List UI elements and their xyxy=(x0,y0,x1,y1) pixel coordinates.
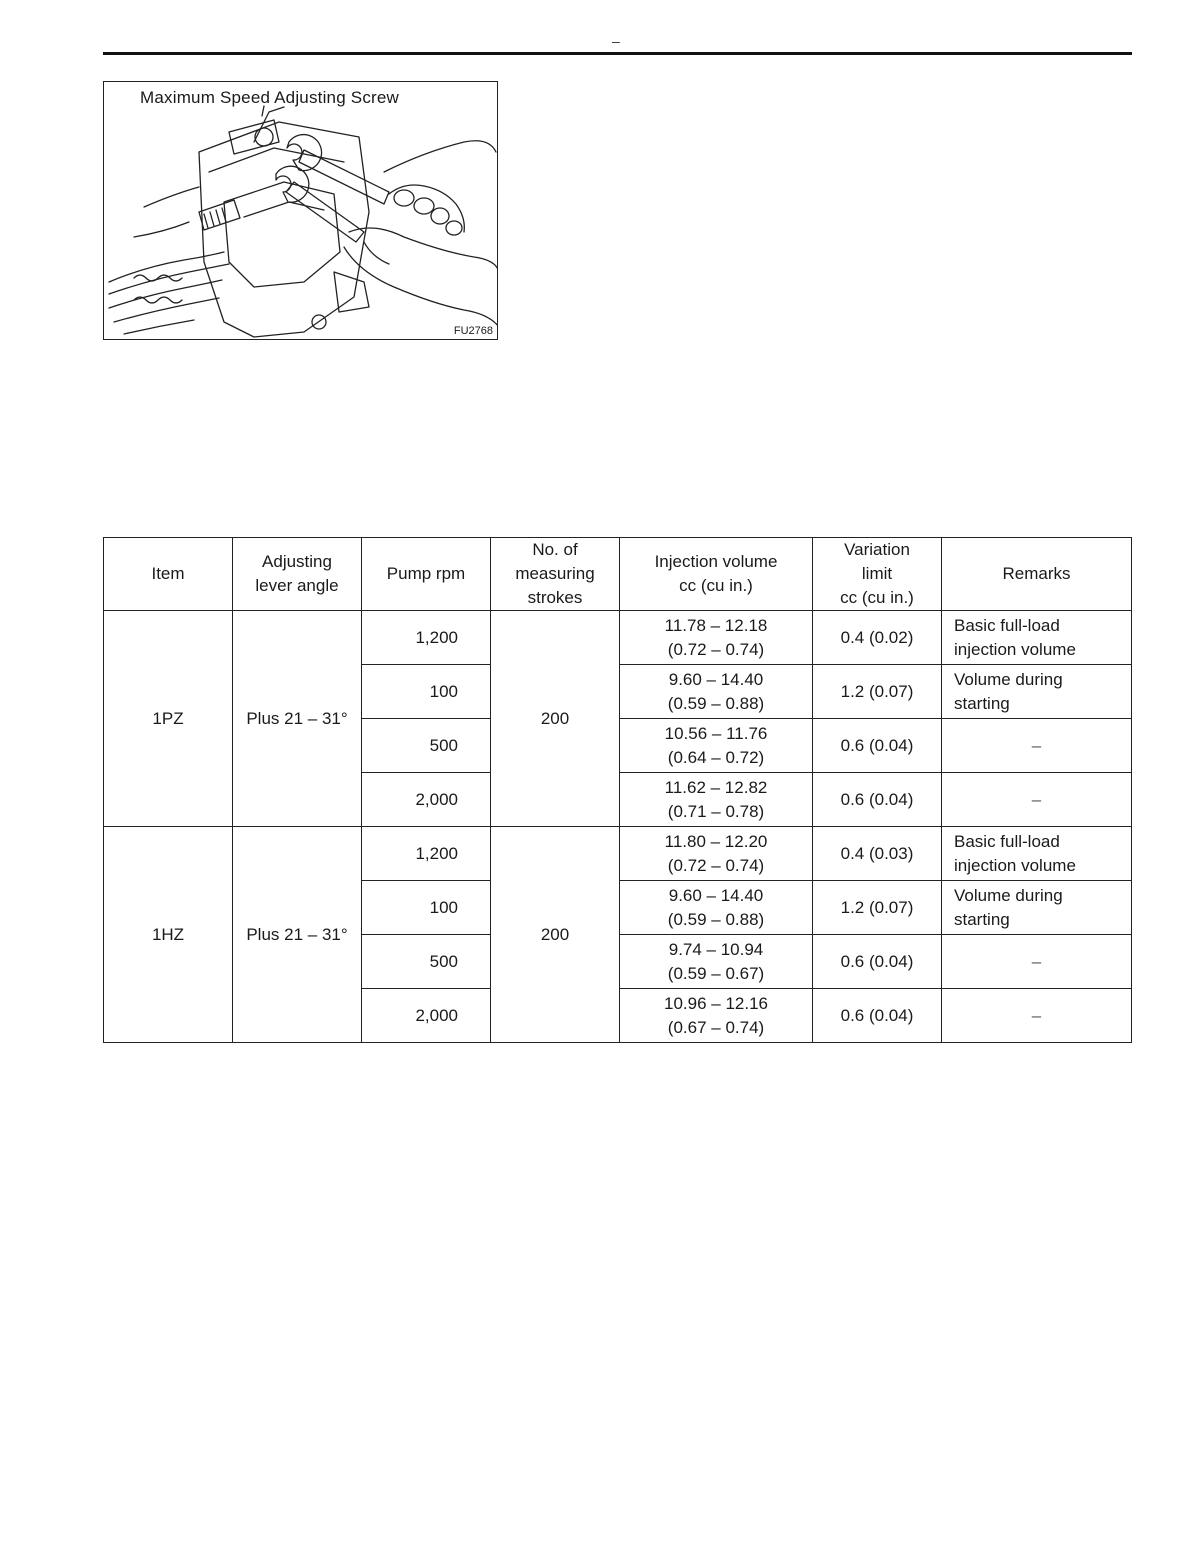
rpm-cell: 500 xyxy=(362,935,491,989)
header-item xyxy=(104,538,233,611)
figure-caption: Maximum Speed Adjusting Screw xyxy=(140,88,400,107)
volume-cell xyxy=(620,665,813,719)
header-rule xyxy=(103,52,1132,55)
volume-cell xyxy=(620,611,813,665)
remarks-line-1: Volume during xyxy=(954,669,1063,689)
limit-cell: 0.6 (0.04) xyxy=(813,989,942,1043)
volume-cell xyxy=(620,773,813,827)
header-adjusting-lever-angle xyxy=(233,538,362,611)
strokes-cell: 200 xyxy=(491,827,620,1043)
limit-cell: 1.2 (0.07) xyxy=(813,665,942,719)
rpm-cell: 2,000 xyxy=(362,989,491,1043)
volume-value-imperial: (0.59 – 0.88) xyxy=(667,909,765,929)
remarks-cell xyxy=(942,881,1132,935)
remarks-line-2: injection volume xyxy=(954,639,1076,659)
volume-cell xyxy=(620,989,813,1043)
volume-cell xyxy=(620,881,813,935)
header-limit-line-2: limit xyxy=(861,564,893,583)
limit-cell: 0.4 (0.03) xyxy=(813,827,942,881)
header-strokes-line-3: strokes xyxy=(527,588,583,607)
volume-cell xyxy=(620,719,813,773)
volume-value: 9.74 – 10.94 xyxy=(668,939,764,959)
header-rpm-line-1: Pump rpm xyxy=(386,564,466,583)
header-volume-line-2: cc (cu in.) xyxy=(679,576,753,595)
volume-value-imperial: (0.67 – 0.74) xyxy=(667,1017,765,1037)
limit-cell: 0.6 (0.04) xyxy=(813,935,942,989)
header-volume-line-1: Injection volume xyxy=(654,552,778,571)
remarks-line-1: Basic full-load xyxy=(954,831,1060,851)
remarks-line-1: Volume during xyxy=(954,885,1063,905)
remarks-cell: – xyxy=(942,773,1132,827)
volume-cell xyxy=(620,935,813,989)
rpm-cell: 500 xyxy=(362,719,491,773)
rpm-cell: 100 xyxy=(362,665,491,719)
remarks-cell: – xyxy=(942,989,1132,1043)
remarks-cell xyxy=(942,827,1132,881)
limit-cell: 0.4 (0.02) xyxy=(813,611,942,665)
remarks-line-1: Basic full-load xyxy=(954,615,1060,635)
limit-cell: 0.6 (0.04) xyxy=(813,773,942,827)
volume-value-imperial: (0.71 – 0.78) xyxy=(667,801,765,821)
header-limit-line-1: Variation xyxy=(844,540,910,559)
volume-value: 11.62 – 12.82 xyxy=(664,777,768,797)
figure-code: FU2768 xyxy=(453,325,493,337)
header-item-line-1: Item xyxy=(151,564,185,583)
header-pump-rpm xyxy=(362,538,491,611)
remarks-cell xyxy=(942,611,1132,665)
remarks-line-2: injection volume xyxy=(954,855,1076,875)
angle-cell: Plus 21 – 31° xyxy=(233,827,362,1043)
remarks-cell: – xyxy=(942,935,1132,989)
rpm-cell: 2,000 xyxy=(362,773,491,827)
rpm-cell: 1,200 xyxy=(362,611,491,665)
volume-value: 11.80 – 12.20 xyxy=(664,831,768,851)
header-remarks xyxy=(942,538,1132,611)
remarks-cell: – xyxy=(942,719,1132,773)
volume-value-imperial: (0.72 – 0.74) xyxy=(667,639,765,659)
limit-cell: 0.6 (0.04) xyxy=(813,719,942,773)
table-row xyxy=(104,827,1132,881)
injection-volume-table xyxy=(103,537,1132,1043)
remarks-line-2: starting xyxy=(954,909,1010,929)
item-cell: 1PZ xyxy=(104,611,233,827)
volume-value: 9.60 – 14.40 xyxy=(668,885,764,905)
header-strokes-line-2: measuring xyxy=(515,564,595,583)
volume-value-imperial: (0.64 – 0.72) xyxy=(667,747,765,767)
limit-cell: 1.2 (0.07) xyxy=(813,881,942,935)
illustration-figure xyxy=(103,81,498,340)
header-angle-line-2: lever angle xyxy=(255,576,339,595)
header-injection-volume xyxy=(620,538,813,611)
angle-cell: Plus 21 – 31° xyxy=(233,611,362,827)
strokes-cell: 200 xyxy=(491,611,620,827)
wrench-adjustment-illustration xyxy=(104,82,498,340)
header-angle-line-1: Adjusting xyxy=(262,552,332,571)
header-strokes-line-1: No. of xyxy=(532,540,578,559)
volume-cell xyxy=(620,827,813,881)
table-header-row xyxy=(104,538,1132,611)
volume-value-imperial: (0.59 – 0.67) xyxy=(667,963,765,983)
volume-value: 9.60 – 14.40 xyxy=(668,669,764,689)
header-limit-line-3: cc (cu in.) xyxy=(840,588,914,607)
header-mark: – xyxy=(612,33,620,49)
rpm-cell: 100 xyxy=(362,881,491,935)
rpm-cell: 1,200 xyxy=(362,827,491,881)
remarks-cell xyxy=(942,665,1132,719)
volume-value: 10.96 – 12.16 xyxy=(664,993,768,1013)
header-variation-limit xyxy=(813,538,942,611)
table-row xyxy=(104,611,1132,665)
remarks-line-2: starting xyxy=(954,693,1010,713)
header-measuring-strokes xyxy=(491,538,620,611)
volume-value-imperial: (0.59 – 0.88) xyxy=(667,693,765,713)
header-remarks-line-1: Remarks xyxy=(1002,564,1071,583)
item-cell: 1HZ xyxy=(104,827,233,1043)
volume-value: 11.78 – 12.18 xyxy=(664,615,768,635)
volume-value-imperial: (0.72 – 0.74) xyxy=(667,855,765,875)
volume-value: 10.56 – 11.76 xyxy=(664,723,768,743)
